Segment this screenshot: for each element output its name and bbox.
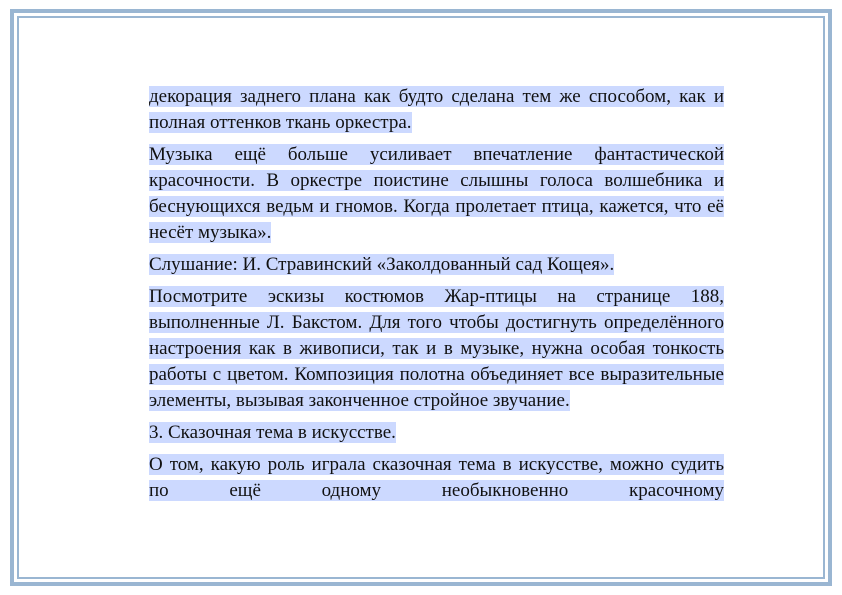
paragraph-fairy-theme-role: О том, какую роль играла сказочная тема в искусстве, можно судить по ещё одному необыкновенно красочному — [149, 454, 724, 501]
section-heading-fairy-theme: 3. Сказочная тема в искусстве. — [149, 422, 396, 443]
paragraph-listening: Слушание: И. Стравинский «Заколдованный сад Кощея». — [149, 254, 615, 275]
paragraph-firebird-sketches: Посмотрите эскизы костюмов Жар-птицы на странице 188, выполненные Л. Бакстом. Для того чтобы достигнуть определённого настроения как в живописи, так и в музыке, нужна особая тонкость работы с цветом. Композиция полотна объединяет все выразительные элементы, вызывая законченное стройное звучание. — [149, 286, 724, 411]
paragraph-decoration: декорация заднего плана как будто сделана тем же способом, как и полная оттенков ткань оркестра. — [149, 86, 724, 133]
paragraph-music-colorfulness: Музыка ещё больше усиливает впечатление фантастической красочности. В оркестре поистине слышны голоса волшебника и беснующихся ведьм и гномов. Когда пролетает птица, кажется, что её несёт музыка». — [149, 144, 724, 243]
text-content — [149, 84, 724, 536]
